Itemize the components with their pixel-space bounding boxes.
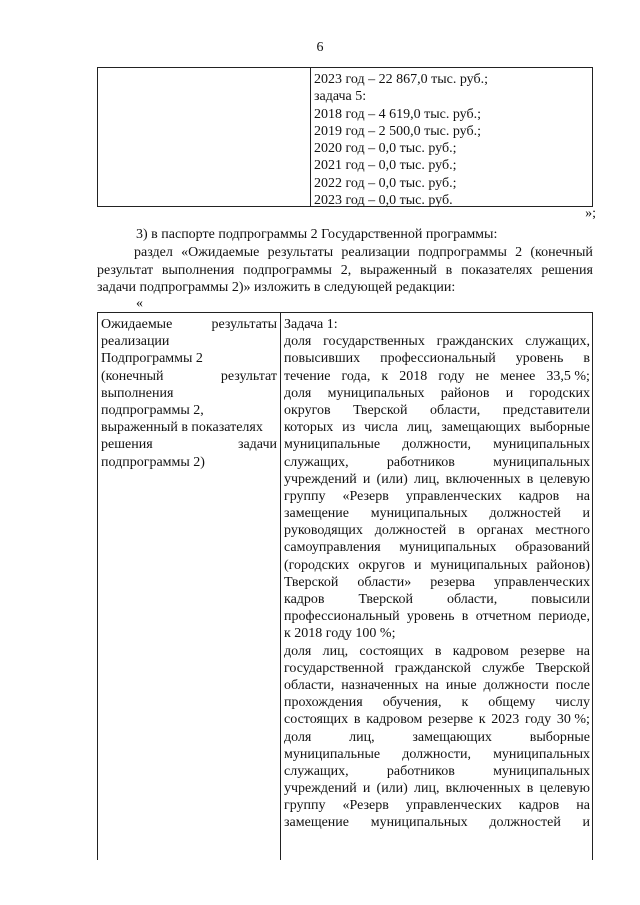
word: службе bbox=[481, 660, 525, 676]
word: лиц, bbox=[406, 420, 433, 436]
word: прохождения bbox=[284, 695, 363, 711]
word: гражданских bbox=[436, 334, 514, 350]
word: замещение bbox=[284, 815, 350, 831]
header-text-line bbox=[101, 333, 277, 350]
header-text-line bbox=[101, 316, 277, 333]
word: результат bbox=[220, 368, 277, 384]
word: гражданской bbox=[394, 660, 471, 676]
word: 30 %; bbox=[556, 712, 590, 728]
opening-quote: « bbox=[136, 296, 143, 311]
word: включенных bbox=[445, 781, 521, 797]
word: «Резерв bbox=[342, 488, 389, 504]
word: выраженный bbox=[360, 262, 437, 278]
word: Тверской bbox=[358, 592, 413, 607]
word: должностей bbox=[374, 523, 447, 539]
content-text-line bbox=[284, 729, 590, 746]
word: целевую bbox=[539, 781, 590, 797]
word: из bbox=[342, 420, 356, 436]
word: не bbox=[475, 368, 490, 384]
funding-cell bbox=[314, 71, 590, 209]
word: должности bbox=[483, 677, 549, 693]
word: течение bbox=[284, 368, 331, 384]
word: году bbox=[438, 368, 465, 384]
word: Тверской bbox=[353, 402, 408, 418]
word: муниципальных bbox=[493, 454, 590, 470]
word: Тверской bbox=[284, 574, 339, 590]
intro-line bbox=[97, 244, 593, 262]
content-text-line bbox=[284, 591, 590, 608]
word: резерве bbox=[520, 643, 565, 659]
expected-results-table bbox=[97, 312, 593, 860]
word: (городских bbox=[284, 557, 350, 573]
word: уровень bbox=[406, 609, 455, 625]
word: обучения, bbox=[382, 695, 442, 711]
word: показателях bbox=[461, 262, 533, 278]
word: области, bbox=[284, 677, 335, 693]
word: в bbox=[583, 351, 590, 367]
word: года, bbox=[341, 368, 371, 384]
word: доля bbox=[284, 385, 312, 401]
header-text-line bbox=[101, 419, 277, 436]
word: работников bbox=[386, 763, 455, 779]
word: должности, bbox=[402, 437, 471, 453]
line-text: подпрограммы 2) bbox=[101, 454, 205, 470]
word: самоуправления bbox=[284, 540, 381, 556]
word: и bbox=[362, 781, 371, 797]
word: государственной bbox=[284, 660, 384, 676]
word: муниципальных bbox=[370, 506, 468, 522]
word: и bbox=[582, 506, 590, 522]
word: государственных bbox=[323, 334, 425, 350]
word: к bbox=[478, 712, 486, 728]
word: должностей bbox=[489, 815, 561, 831]
word: органах bbox=[476, 523, 524, 539]
word: управленческих bbox=[405, 798, 502, 814]
content-text-line bbox=[284, 763, 590, 780]
funding-line: 2023 год – 22 867,0 тыс. руб.; bbox=[314, 72, 488, 87]
word: служащих, bbox=[525, 334, 590, 350]
content-text-line bbox=[284, 522, 590, 539]
page-number: 6 bbox=[316, 40, 324, 55]
content-text-line bbox=[284, 368, 590, 385]
content-text-line bbox=[284, 333, 590, 350]
content-text-line bbox=[284, 505, 590, 522]
word: выполнения bbox=[161, 262, 235, 278]
line-text: подпрограммы 2, bbox=[101, 402, 204, 418]
word: руководящих bbox=[284, 523, 363, 539]
header-text-line bbox=[101, 436, 277, 453]
word: «Ожидаемые bbox=[181, 245, 260, 260]
word: в bbox=[353, 712, 361, 728]
word: группу bbox=[284, 798, 326, 814]
word: отчетном bbox=[475, 609, 532, 625]
content-text-line bbox=[284, 643, 590, 660]
word: на bbox=[425, 677, 439, 693]
word: кадровом bbox=[452, 643, 509, 659]
word: работников bbox=[386, 454, 455, 470]
table-column-divider bbox=[310, 68, 311, 206]
word: доля bbox=[284, 729, 312, 745]
word: в bbox=[434, 643, 442, 659]
content-text-line bbox=[284, 677, 590, 694]
line-text: к 2018 году 100 %; bbox=[284, 626, 396, 642]
content-text-line bbox=[284, 385, 590, 402]
word: (или) bbox=[376, 781, 408, 797]
word: 2, bbox=[340, 262, 352, 278]
word: в bbox=[458, 523, 465, 539]
word: муниципальные bbox=[284, 746, 381, 762]
content-text-line bbox=[284, 539, 590, 556]
word: муниципальных bbox=[370, 815, 468, 831]
word: кадров bbox=[284, 592, 325, 607]
word: повысивших bbox=[284, 351, 361, 367]
word: области» bbox=[357, 574, 412, 590]
word: Тверской bbox=[535, 660, 590, 676]
header-text-line bbox=[101, 350, 277, 367]
content-text-line bbox=[284, 780, 590, 797]
word: муниципальных bbox=[493, 763, 590, 779]
intro-line: задачи подпрограммы 2)» изложить в следующей редакции: bbox=[97, 280, 456, 295]
word: Ожидаемые bbox=[101, 317, 173, 332]
content-text-line bbox=[284, 557, 590, 574]
header-text-line bbox=[101, 385, 277, 402]
paragraph-item-3: 3) в паспорте подпрограммы 2 Государственной программы: bbox=[136, 227, 498, 242]
word: замещающих bbox=[441, 420, 521, 436]
word: управленческих bbox=[405, 488, 502, 504]
word: включенных bbox=[445, 471, 521, 487]
word: лиц, bbox=[349, 729, 375, 745]
word: кадров bbox=[518, 488, 560, 504]
word: назначенных bbox=[341, 677, 419, 693]
word: числа bbox=[364, 420, 399, 436]
word: выборные bbox=[529, 729, 590, 745]
word: замещение bbox=[284, 506, 350, 522]
word: кадровом bbox=[366, 712, 423, 728]
word: к bbox=[381, 368, 389, 384]
funding-line: 2022 год – 0,0 тыс. руб.; bbox=[314, 175, 457, 191]
word: на bbox=[576, 488, 590, 504]
table-column-divider bbox=[280, 313, 281, 860]
word: области, bbox=[446, 592, 498, 607]
header-text-line bbox=[101, 368, 277, 385]
word: профессиональный bbox=[380, 351, 496, 367]
word: области, bbox=[429, 402, 481, 418]
content-text-line bbox=[284, 608, 590, 625]
funding-line: 2020 год – 0,0 тыс. руб.; bbox=[314, 141, 457, 157]
word: числу bbox=[555, 695, 590, 711]
word: лиц, bbox=[322, 643, 349, 659]
word: состоящих bbox=[359, 643, 424, 659]
content-text-line bbox=[284, 797, 590, 814]
word: городских bbox=[529, 385, 590, 401]
word: служащих, bbox=[284, 763, 349, 779]
word: муниципальных bbox=[493, 746, 590, 762]
word: выборные bbox=[529, 420, 590, 436]
word: (или) bbox=[376, 471, 408, 487]
line-text: Подпрограммы 2 bbox=[101, 351, 203, 367]
funding-line: 2021 год – 0,0 тыс. руб.; bbox=[314, 158, 457, 174]
word: в bbox=[526, 781, 534, 797]
word: должностей bbox=[489, 506, 561, 522]
word: задачи bbox=[237, 437, 277, 453]
word: округов bbox=[358, 557, 405, 573]
intro-paragraph bbox=[97, 244, 593, 297]
word: 2 bbox=[515, 245, 523, 260]
word: должности, bbox=[402, 746, 471, 762]
word: резерва bbox=[430, 574, 476, 590]
content-text-line bbox=[284, 574, 590, 591]
content-text-line bbox=[284, 316, 590, 333]
word: муниципальных bbox=[327, 385, 425, 401]
content-text-line bbox=[284, 454, 590, 471]
word: учреждений bbox=[284, 471, 357, 487]
word: представители bbox=[502, 402, 590, 418]
word: иные bbox=[445, 677, 477, 693]
word: доля bbox=[284, 334, 312, 350]
intro-line bbox=[97, 262, 593, 280]
word: учреждений bbox=[284, 781, 357, 797]
word: общему bbox=[488, 695, 536, 711]
word: которых bbox=[284, 420, 334, 436]
word: группу bbox=[284, 488, 326, 504]
content-text-line bbox=[284, 402, 590, 419]
word: округов bbox=[284, 402, 331, 418]
line-text: Задача 1: bbox=[284, 317, 338, 332]
word: и bbox=[582, 815, 590, 831]
word: в bbox=[461, 609, 469, 625]
word: профессиональный bbox=[284, 609, 400, 625]
word: (конечный bbox=[101, 368, 164, 384]
content-text-line bbox=[284, 471, 590, 488]
word: районов bbox=[440, 385, 490, 401]
content-text-line bbox=[284, 419, 590, 436]
word: подпрограммы bbox=[243, 262, 332, 278]
word: на bbox=[576, 798, 590, 814]
word: на bbox=[576, 643, 590, 659]
word: к bbox=[461, 695, 469, 711]
word: результат bbox=[97, 262, 154, 278]
word: в bbox=[445, 262, 453, 278]
header-text-line bbox=[101, 402, 277, 419]
line-text: реализации bbox=[101, 334, 170, 350]
word: раздел bbox=[134, 245, 173, 260]
funding-line: 2019 год – 2 500,0 тыс. руб.; bbox=[314, 123, 481, 139]
word: «Резерв bbox=[342, 798, 389, 814]
word: доля bbox=[284, 643, 312, 659]
word: служащих, bbox=[284, 454, 349, 470]
word: кадров bbox=[518, 798, 560, 814]
word: местного bbox=[535, 523, 590, 539]
word: решения bbox=[541, 262, 593, 278]
content-text-line bbox=[284, 814, 590, 831]
word: уровень bbox=[515, 351, 564, 367]
word: менее bbox=[500, 368, 536, 384]
word: районов) bbox=[536, 557, 590, 573]
closing-quote: »; bbox=[585, 206, 596, 221]
word: повысили bbox=[531, 592, 590, 607]
header-text-line bbox=[101, 454, 277, 471]
word: подпрограммы bbox=[418, 245, 507, 260]
word: реализации bbox=[341, 245, 410, 260]
word: в bbox=[526, 471, 534, 487]
continuation-table bbox=[97, 67, 593, 207]
word: после bbox=[555, 677, 590, 693]
word: замещающих bbox=[412, 729, 492, 745]
word: лиц, bbox=[413, 781, 440, 797]
content-text-line bbox=[284, 625, 590, 642]
results-header-cell bbox=[101, 316, 277, 471]
word: и bbox=[362, 471, 371, 487]
word: муниципальных bbox=[399, 540, 497, 556]
word: решения bbox=[101, 437, 153, 453]
line-text: выполнения bbox=[101, 385, 174, 401]
word: периоде, bbox=[538, 609, 590, 625]
word: (конечный bbox=[530, 245, 593, 260]
content-text-line bbox=[284, 436, 590, 453]
word: результаты bbox=[267, 245, 334, 260]
content-text-line bbox=[284, 660, 590, 677]
word: 2023 bbox=[491, 712, 520, 728]
word: результаты bbox=[211, 317, 277, 332]
word: целевую bbox=[539, 471, 590, 487]
word: году bbox=[525, 712, 552, 728]
word: муниципальных bbox=[493, 437, 590, 453]
word: и bbox=[413, 557, 422, 573]
word: муниципальные bbox=[284, 437, 381, 453]
word: состоящих bbox=[284, 712, 349, 728]
funding-line: 2018 год – 4 619,0 тыс. руб.; bbox=[314, 106, 481, 122]
word: управленческих bbox=[494, 574, 590, 590]
content-text-line bbox=[284, 350, 590, 367]
results-content-cell bbox=[284, 316, 590, 832]
word: 2018 bbox=[399, 368, 428, 384]
content-text-line bbox=[284, 694, 590, 711]
word: 33,5 %; bbox=[546, 368, 590, 384]
word: и bbox=[505, 385, 514, 401]
funding-line: 2023 год – 0,0 тыс. руб. bbox=[314, 193, 453, 209]
content-text-line bbox=[284, 746, 590, 763]
word: лиц, bbox=[413, 471, 440, 487]
word: муниципальных bbox=[430, 557, 528, 573]
content-text-line bbox=[284, 488, 590, 505]
funding-line: задача 5: bbox=[314, 89, 367, 105]
word: образований bbox=[515, 540, 590, 556]
content-text-line bbox=[284, 711, 590, 728]
word: резерве bbox=[428, 712, 473, 728]
line-text: выраженный в показателях bbox=[101, 420, 263, 436]
